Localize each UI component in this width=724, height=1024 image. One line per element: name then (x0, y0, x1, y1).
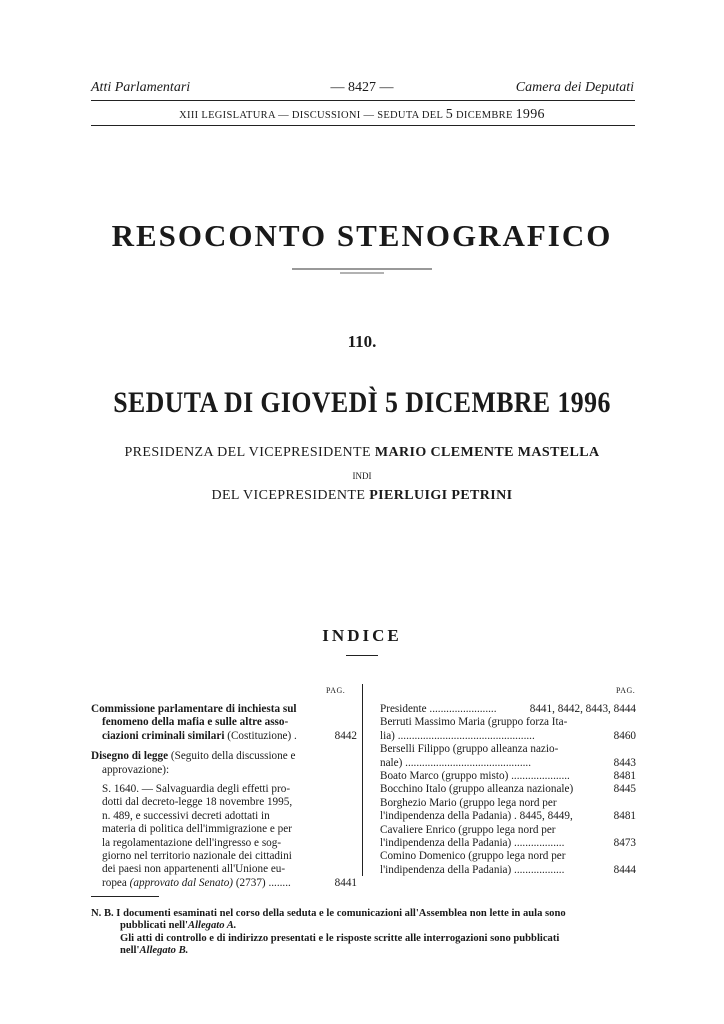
presidency-name-1: MARIO CLEMENTE MASTELLA (374, 445, 600, 460)
speaker-pages: 8444 (613, 863, 636, 876)
commission-line-2: fenomeno della mafia e sulle altre asso- (102, 716, 289, 729)
speaker-pages: 8481 (613, 810, 636, 823)
index-heading: INDICE (322, 626, 402, 645)
s1640-line-5: la regolamentazione dell'ingresso e sog- (102, 836, 282, 849)
speaker-name-cont: lia) ................................................. (380, 729, 535, 742)
sub-header-left: XIII LEGISLATURA — DISCUSSIONI — SEDUTA DEL (179, 110, 443, 121)
presidency-line-1 (0, 445, 724, 461)
presidency-name-2: PIERLUIGI PETRINI (369, 488, 513, 503)
s1640-last-suffix: (2737) ........ (235, 876, 291, 889)
commission-tail: (Costituzione) . (227, 729, 297, 742)
index-rule (346, 655, 378, 656)
session-number: 110. (347, 332, 377, 351)
footnote (91, 908, 651, 957)
footnote-rule (91, 896, 159, 897)
speaker-name: Bocchino Italo (gruppo alleanza nazionale) (380, 783, 574, 796)
entry-bill (91, 750, 357, 777)
speaker-name-cont: l'indipendenza della Padania) .................. (380, 837, 565, 850)
index-left-column (91, 703, 357, 890)
commission-page: 8442 (334, 729, 357, 742)
ornament-divider (0, 263, 724, 281)
speaker-entry (380, 770, 636, 783)
s1640-line-1: S. 1640. — Salvaguardia degli effetti pro- (102, 783, 291, 796)
s1640-last-prefix: ropea (102, 876, 127, 889)
pag-label-right: PAG. (616, 686, 636, 695)
speaker-entry (380, 797, 636, 824)
speaker-name: Borghezio Mario (gruppo lega nord per (380, 796, 557, 809)
presidency-line-2 (0, 488, 724, 504)
header-rule-top (91, 100, 635, 101)
speaker-entry (380, 783, 636, 796)
s1640-line-7: dei paesi non appartenenti all'Unione eu- (102, 863, 286, 876)
presidency-prefix-1: PRESIDENZA DEL VICEPRESIDENTE (124, 445, 371, 460)
speaker-pages: 8481 (613, 770, 636, 783)
commission-line-3: ciazioni criminali similari (102, 729, 225, 742)
pag-label-left: PAG. (326, 686, 346, 695)
bill-rest: (Seguito della discussione e (170, 750, 296, 763)
sub-header-month: DICEMBRE (456, 110, 513, 121)
commission-line-1: Commissione parlamentare di inchiesta sul (91, 703, 297, 715)
presidency-prefix-2: DEL VICEPRESIDENTE (211, 488, 366, 503)
bill-line-2: approvazione): (102, 763, 170, 776)
speaker-entry (380, 703, 636, 716)
page-number: — 8427 — (330, 80, 394, 95)
entry-commission (91, 703, 357, 743)
s1640-last-italic: (approvato dal Senato) (129, 876, 234, 889)
sub-header-day: 5 (445, 107, 454, 122)
sub-header-year: 1996 (515, 107, 545, 122)
document-title: RESOCONTO STENOGRAFICO (111, 218, 613, 253)
s1640-line-2: dotti dal decreto-legge 18 novembre 1995, (102, 796, 293, 809)
speaker-entry (380, 743, 636, 770)
s1640-line-3: n. 489, e successivi decreti adottati in (102, 809, 270, 822)
indi-label: INDI (352, 471, 372, 481)
speaker-name: Berruti Massimo Maria (gruppo forza Ita- (380, 716, 568, 729)
bill-bold: Disegno di legge (91, 750, 169, 763)
speaker-pages: 8473 (613, 837, 636, 850)
speaker-pages: 8441, 8442, 8443, 8444 (529, 703, 636, 715)
header-left: Atti Parlamentari (91, 80, 191, 95)
speaker-entry (380, 824, 636, 851)
footnote-line-4: nell' (120, 944, 140, 956)
speaker-entry (380, 850, 636, 877)
s1640-line-6: giorno nel territorio nazionale dei cittadini (102, 850, 292, 863)
session-title: SEDUTA DI GIOVEDÌ 5 DICEMBRE 1996 (113, 386, 611, 419)
speaker-name: Boato Marco (gruppo misto) ..................... (380, 770, 570, 783)
speaker-name-cont: nale) ............................................. (380, 756, 532, 769)
speaker-name: Comino Domenico (gruppo lega nord per (380, 850, 566, 863)
column-divider (362, 684, 363, 876)
header-right: Camera dei Deputati (515, 80, 634, 95)
footnote-line-2: pubblicati nell' (120, 920, 188, 932)
entry-s1640 (91, 783, 357, 890)
s1640-page: 8441 (334, 876, 357, 889)
header-rule-bottom (91, 125, 635, 126)
speaker-pages: 8445 (613, 783, 636, 796)
speaker-pages: 8460 (613, 729, 636, 742)
sub-header (0, 107, 724, 123)
footnote-allegato-b: Allegato B. (139, 944, 189, 956)
speaker-name-cont: l'indipendenza della Padania) . 8445, 8449, (380, 810, 573, 823)
footnote-allegato-a: Allegato A. (188, 920, 237, 932)
speaker-entry (380, 716, 636, 743)
footnote-line-3: Gli atti di controllo e di indirizzo presentati e le risposte scritte alle interrogazioni sono pubblicati (120, 932, 560, 944)
footnote-line-1: N. B. I documenti esaminati nel corso della seduta e le comunicazioni all'Assemblea non lette in aula sono (91, 908, 566, 919)
s1640-line-4: materia di politica dell'immigrazione e per (102, 823, 292, 836)
speaker-pages: 8443 (613, 756, 636, 769)
index-right-column (380, 703, 636, 877)
speaker-name-cont: l'indipendenza della Padania) .................. (380, 863, 565, 876)
speaker-name: Cavaliere Enrico (gruppo lega nord per (380, 823, 556, 836)
speaker-name: Berselli Filippo (gruppo alleanza nazio- (380, 743, 559, 756)
speaker-name: Presidente ........................ (380, 703, 497, 715)
